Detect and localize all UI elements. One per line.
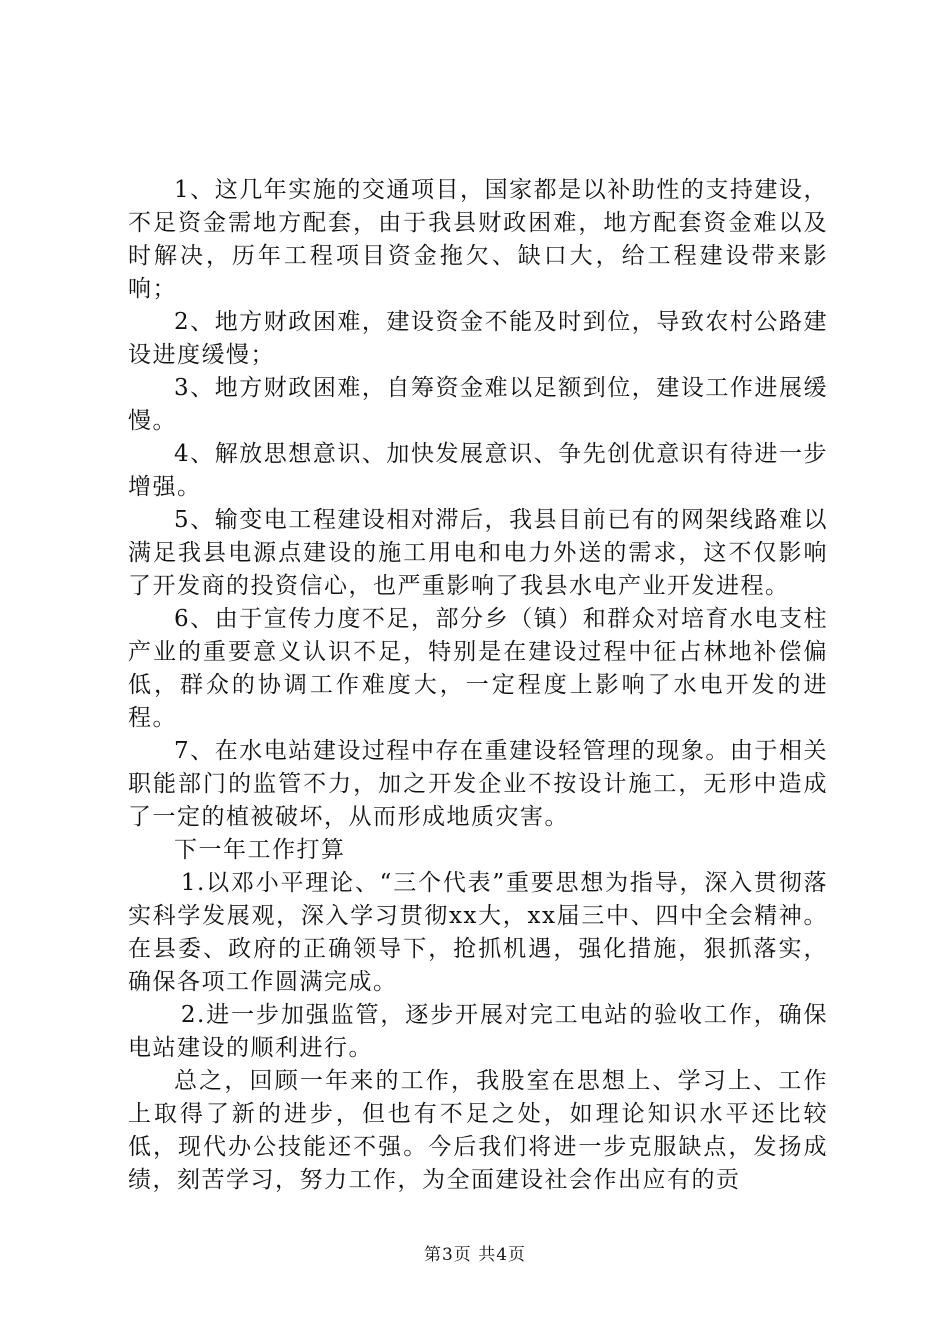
plan-item-1: 1.以邓小平理论、“三个代表”重要思想为指导，深入贯彻落实科学发展观，深入学习贯彻xx大，xx届三中、四中全会精神。在县委、政府的正确领导下，抢抓机遇，强化措施，狠抓落实，确保各项工作圆满完成。 (128, 870, 828, 995)
section-heading: 下一年工作打算 (174, 837, 346, 863)
document-body (128, 174, 828, 1197)
paragraph-problem-3: 3、地方财政困难，自筹资金难以足额到位，建设工作进展缓慢。 (128, 375, 828, 434)
paragraph-conclusion: 总之，回顾一年来的工作，我股室在思想上、学习上、工作上取得了新的进步，但也有不足之处，如理论知识水平还比较低，现代办公技能还不强。今后我们将进一步克服缺点，发扬成绩，刻苦学习，努力工作，为全面建设社会作出应有的贡 (128, 1068, 828, 1193)
paragraph-problem-6: 6、由于宣传力度不足，部分乡（镇）和群众对培育水电支柱产业的重要意义认识不足，特别是在建设过程中征占林地补偿偏低，群众的协调工作难度大，一定程度上影响了水电开发的进程。 (128, 606, 828, 731)
paragraph-problem-7: 7、在水电站建设过程中存在重建设轻管理的现象。由于相关职能部门的监管不力，加之开发企业不按设计施工，无形中造成了一定的植被破坏，从而形成地质灾害。 (128, 738, 828, 830)
paragraph-problem-1: 1、这几年实施的交通项目，国家都是以补助性的支持建设，不足资金需地方配套，由于我县财政困难，地方配套资金难以及时解决，历年工程项目资金拖欠、缺口大，给工程建设带来影响； (128, 177, 828, 302)
plan-item-2: 2.进一步加强监管，逐步开展对完工电站的验收工作，确保电站建设的顺利进行。 (128, 1002, 828, 1061)
paragraph-problem-5: 5、输变电工程建设相对滞后，我县目前已有的网架线路难以满足我县电源点建设的施工用电和电力外送的需求，这不仅影响了开发商的投资信心，也严重影响了我县水电产业开发进程。 (128, 507, 828, 599)
paragraph-problem-4: 4、解放思想意识、加快发展意识、争先创优意识有待进一步增强。 (128, 441, 828, 500)
page-number-footer: 第3页 共4页 (423, 1245, 527, 1265)
paragraph-problem-2: 2、地方财政困难，建设资金不能及时到位，导致农村公路建设进度缓慢； (128, 309, 828, 368)
